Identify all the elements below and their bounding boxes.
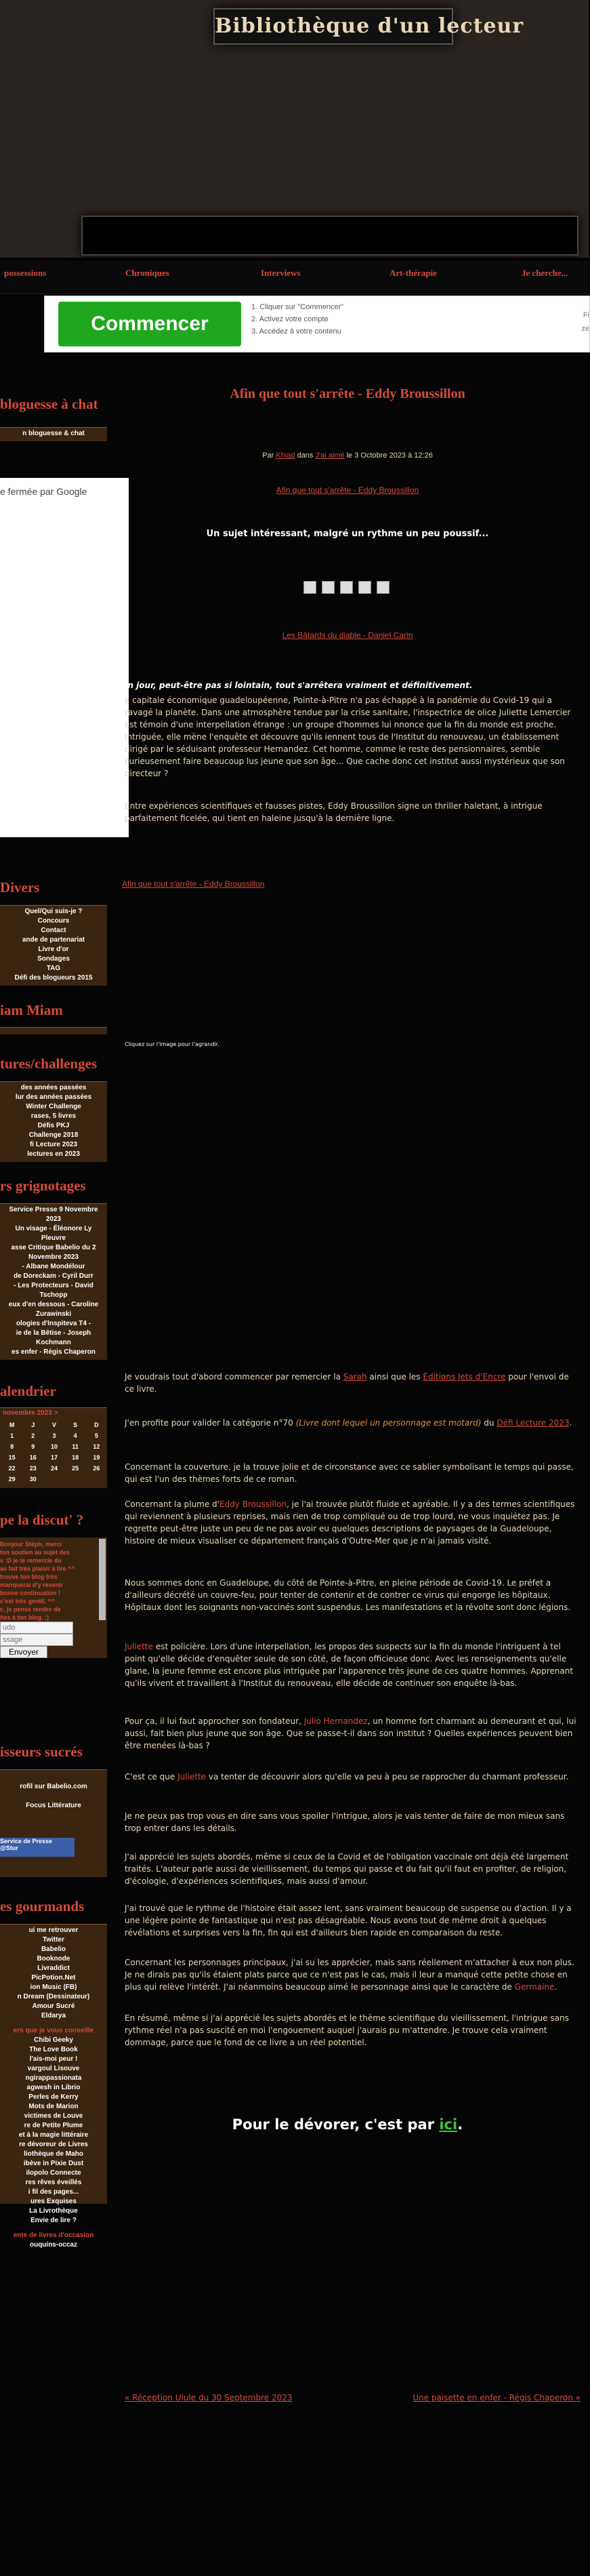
sidebar-link[interactable]: Quel/Qui suis-je ? (24, 908, 83, 915)
sidebar-link[interactable]: Livraddict (37, 1965, 70, 1972)
review-hernandez (125, 1715, 580, 1752)
calendar-day[interactable]: 15 (8, 1454, 16, 1461)
sidebar-link[interactable]: lur des années passées (15, 1093, 92, 1101)
calendar-day[interactable]: 30 (29, 1476, 37, 1483)
sidebar-link[interactable]: ibève in Pixie Dust (23, 2160, 84, 2167)
sidebar-link[interactable]: Envie de lire ? (30, 2217, 77, 2224)
sidebar-link[interactable]: i fil des pages... (28, 2188, 79, 2196)
calendar-day[interactable]: 5 (94, 1432, 98, 1439)
sidebar-sucres-title: isseurs sucrés (0, 1744, 83, 1760)
sidebar-grignotages-title: rs grignotages (0, 1178, 86, 1194)
calendar-day[interactable]: 18 (72, 1454, 79, 1461)
calendar-day (86, 1474, 107, 1485)
calendar-day (65, 1474, 86, 1485)
cover-enlarge-image[interactable]: Afin que tout s'arrête - Eddy Broussillon (122, 879, 265, 889)
calendar-day-header: D (94, 1422, 99, 1428)
text-span: va tenter de découvrir alors qu'elle va peu à peu se rapprocher du charmant professeur. (206, 1772, 569, 1782)
sidebar-gourmands-box (0, 1924, 107, 2249)
calendar-day[interactable]: 11 (72, 1443, 79, 1450)
review-themes: J'ai apprécié les sujets abordés, même si ceux de la Covid et de l'obligation vaccinale ont déjà été largement traités. L'auteur parle aussi de vieillissement, du temps qui passe et du fait qu'il faut en profiter, de religion, d'écologie, d'expériences scientifiques, mais aussi d'amour. (125, 1852, 569, 1886)
chat-send-button[interactable]: Envoyer (0, 1646, 47, 1658)
sidebar-link[interactable]: ures Exquises (30, 2198, 77, 2205)
calendar-widget (0, 1407, 107, 1488)
calendar-day-header: J (31, 1422, 35, 1428)
calendar-day-header: S (73, 1422, 78, 1428)
share-icon[interactable] (377, 581, 389, 594)
calendar-day[interactable]: 26 (93, 1465, 100, 1472)
review-characters (125, 1956, 580, 1993)
calendar-day[interactable]: 19 (93, 1454, 100, 1461)
sidebar-link[interactable]: liothèque de Maho (24, 2150, 83, 2158)
text-span: , un homme fort charmant au demeurant et qui, lui aussi, fait bien plus jeune que son âge. Que se passe-t-il dans son institut ? Quelles expériences peuvent bien être menées là-bas ? (125, 1716, 576, 1750)
press-service-badge-sub: @Stur (0, 1845, 18, 1851)
calendar-day[interactable]: 24 (50, 1465, 58, 1472)
chat-pseudo-input[interactable] (0, 1622, 73, 1634)
chat-line: c'est très gentil, ^^ (0, 1598, 56, 1605)
chat-line: Bonjour Stéph, merci (0, 1541, 62, 1548)
buy-link[interactable]: ici (439, 2116, 458, 2133)
sidebar-link[interactable]: re de Petite Plume (24, 2122, 83, 2129)
buy-call-to-action (114, 2116, 581, 2133)
nav-item-possessions[interactable]: possessions (4, 268, 47, 278)
calendar-day[interactable]: 25 (72, 1465, 79, 1472)
calendar-day[interactable]: 10 (50, 1443, 58, 1450)
sidebar-link[interactable]: Livre d'or (38, 946, 69, 953)
sidebar-link[interactable]: Défi des blogueurs 2015 (14, 974, 93, 982)
chat-line: bonne continuation ! (0, 1590, 60, 1596)
review-rhythm: J'ai trouvé que le rythme de l'histoire était assez lent, sans vraiment beaucoup de suspense ou d'action. Il y a une légère pointe de fantastique qui n'est pas désagréable. Nous avons tout de même droit à quelques révélations et surprises vers la fin, fin qui est d'ailleurs bien rapide en comparaison du reste. (125, 1904, 572, 1937)
sidebar-link[interactable]: es enfer - Régis Chaperon (12, 1348, 96, 1356)
text-span: C'est ce que (125, 1772, 178, 1782)
chat-line: s :D je te remercie du (0, 1557, 62, 1564)
calendar-day[interactable]: 4 (73, 1432, 77, 1439)
sidebar-link[interactable]: ion Music (FB) (30, 1984, 77, 1991)
calendar-day[interactable]: 17 (50, 1454, 58, 1461)
ad-commencer-button[interactable]: Commencer (58, 302, 241, 346)
post-intro: Un sujet intéressant, malgré un rythme un peu poussif... (206, 529, 489, 539)
sidebar-link[interactable]: l'ais-moi peur ! (29, 2055, 78, 2063)
text-span: . (554, 1982, 557, 1992)
site-header (0, 0, 589, 258)
text-span: Eddy Broussillon (219, 1500, 287, 1509)
chat-widget (0, 1537, 107, 1658)
text-span: Pour ça, il lui faut approcher son fondateur, (125, 1716, 304, 1726)
sidebar-link[interactable]: Chibi Geeky (34, 2036, 73, 2044)
post-meta-suffix: le 3 Octobre 2023 à 12:26 (344, 451, 433, 460)
sidebar-link[interactable]: La Livrothèque (29, 2207, 78, 2215)
sidebar-link[interactable]: Perles de Kerry (28, 2093, 79, 2101)
calendar-day (43, 1474, 64, 1485)
sidebar-link[interactable]: eux d'en dessous - Caroline (8, 1301, 99, 1308)
review-setting: Nous sommes donc en Guadeloupe, du côté de Pointe-à-Pitre, en pleine période de Covid-19. Le préfet a d'ailleurs décrété un couvre-feu, pour tenter de contenir et de contrer ce virus qui engorge les hôpitaux. Hôpitaux dont les soignants non-vaccinés sont suspendus. Les manifestations et la révolte sont donc légions. (125, 1578, 571, 1612)
sidebar-grignotages-box (0, 1203, 107, 1360)
calendar-day[interactable]: 22 (8, 1465, 16, 1472)
calendar-month: novembre 2023 (3, 1409, 52, 1417)
next-post-link[interactable]: Une paisette en enfer - Régis Chaperon » (413, 2393, 581, 2402)
text-span: est policière. Lors d'une interpellation, les propos des suspects sur la fin du monde l'intriguent à tel point qu'elle décide d'enquêter seule de son côté, de façon officieuse donc. Avec les renseignements qu'elle glane, la jeune femme est encore plus intriguée par l'apparence très jeune de ces quatre hommes. Apprenant qu'ils vivent et travaillent à l'Institut du renouveau, elle décide de continuer son enquête là-bas. (125, 1642, 574, 1688)
review-summary: En résumé, même si j'ai apprécié les sujets abordés et le thème scientifique du vieillissement, l'intrigue sans rythme réel n'a pas suscité en moi l'engouement auquel j'aurais pu m'attendre. Je trouve cela vraiment dommage, parce que le fond de ce livre a un réel potentiel. (125, 2013, 569, 2047)
sidebar-link[interactable]: lectures en 2023 (27, 1150, 80, 1158)
sidebar-dispute-title: pe la discut' ? (0, 1512, 84, 1528)
ad-banner[interactable] (44, 296, 590, 353)
sidebar-link[interactable]: Focus Littérature (26, 1802, 81, 1809)
sarah-link[interactable]: Sarah (343, 1372, 367, 1382)
sidebar-link: ente de livres d'occasion (13, 2232, 94, 2239)
sidebar-chat-subtitle: n bloguesse & chat (22, 430, 85, 437)
post-meta-prefix: Par (262, 451, 276, 460)
sidebar-link[interactable]: fi Lecture 2023 (29, 1141, 78, 1148)
sidebar-link[interactable]: rases, 5 livres (30, 1112, 77, 1120)
chat-line: as fait très plaisir à lire ^^ (0, 1565, 75, 1572)
calendar-day[interactable]: 8 (10, 1443, 14, 1450)
sidebar-calendar-title: alendrier (0, 1383, 56, 1399)
post-title[interactable]: Afin que tout s'arrête - Eddy Broussillon (230, 386, 465, 401)
sidebar-link[interactable]: vargoul Lisouve (27, 2065, 80, 2072)
calendar-day[interactable]: 9 (31, 1443, 35, 1450)
sidebar-link[interactable]: 2023 (45, 1215, 62, 1223)
chat-line: manquerai d'y revenir (0, 1582, 64, 1588)
sidebar-link[interactable]: - Les Protecteurs - David (14, 1282, 93, 1289)
sidebar-link[interactable]: Service Presse 9 Novembre (9, 1206, 98, 1213)
ad-side-text-2: ze (581, 325, 589, 333)
review-juliette (125, 1641, 580, 1689)
post-category-link[interactable]: J'ai aimé (315, 451, 345, 460)
sidebar-link[interactable]: Mots de Marion (28, 2103, 79, 2110)
review-cover: Concernant la couverture, je la trouve jolie et de circonstance avec ce sablier symbolisant le temps qui passe, qui est l'un des thèmes forts de ce roman. (125, 1462, 574, 1484)
sidebar-miam-box (0, 1027, 107, 1034)
text-span: . (569, 1418, 572, 1428)
sidebar-link[interactable]: Tschopp (39, 1291, 68, 1299)
sidebar-link[interactable]: Challenge 2018 (28, 1131, 79, 1139)
sidebar-link[interactable]: ngirappassionata (25, 2074, 82, 2082)
sidebar-link[interactable]: re dévoreur de Livres (19, 2141, 88, 2148)
nav-item-art-therapie[interactable]: Art-thérapie (389, 268, 438, 278)
defi-lecture-link[interactable]: Défi Lecture 2023 (497, 1418, 570, 1428)
sidebar-link[interactable]: Contact (41, 927, 66, 934)
calendar-day[interactable]: 16 (29, 1454, 37, 1461)
sidebar-sucres-box (0, 1769, 107, 1877)
text-span: (Livre dont lequel un personnage est motard) (295, 1418, 482, 1428)
text-span: J'en profite pour valider la catégorie n°70 (125, 1418, 296, 1428)
chat-line: ton soutien au sujet des (0, 1549, 70, 1556)
sidebar-link[interactable]: Twitter (42, 1936, 65, 1944)
text-span: Juliette (177, 1772, 207, 1782)
sidebar-link[interactable]: PicPotion.Net (31, 1974, 76, 1981)
ad-step-1: 1. Cliquer sur "Commencer" (251, 303, 344, 311)
calendar-day[interactable]: 3 (52, 1432, 56, 1439)
review-style (125, 1498, 580, 1547)
sidebar-link[interactable]: ologies d'Inspiteva T4 - (16, 1320, 91, 1327)
summary-paragraph-2: Entre expériences scientifiques et fausses pistes, Eddy Broussillon signe un thriller haletant, à intrigue parfaitement ficelée, qui tient en haleine jusqu'à la dernière ligne. (125, 801, 543, 823)
share-icon[interactable] (303, 581, 316, 594)
post-meta (114, 451, 581, 460)
sidebar-divers-title: Divers (0, 879, 40, 895)
text-span: Pour le dévorer, c'est par (232, 2116, 440, 2133)
sidebar-lectures-box (0, 1081, 107, 1162)
text-span: Germaine (514, 1982, 555, 1992)
sidebar-link[interactable]: Kochmann (36, 1339, 71, 1346)
text-span: , je l'ai trouvée plutôt fluide et agréable. Il y a des termes scientifiques qui reviennent à plusieurs reprises, mais rien de trop compliqué ou de trop lourd, ne vous inquiétez pas. Je regrette peut-être juste un peu de ne pas avoir eu quelques descriptions de paysages de la Guadeloupe, histoire de mieux visualiser ce département français d'Outre-Mer que je n'ai jamais visité. (125, 1500, 575, 1546)
review-thanks (125, 1371, 580, 1395)
share-icons (303, 581, 439, 593)
sidebar-link[interactable]: Winter Challenge (26, 1103, 81, 1110)
text-span: Je voudrais tout d'abord commencer par remercier la (125, 1372, 343, 1382)
ad-step-3: 3. Accédez à votre contenu (251, 327, 341, 336)
sidebar-link[interactable]: Sondages (37, 955, 70, 963)
sidebar-link[interactable]: TAG (46, 965, 61, 972)
sidebar-link[interactable]: Défis PKJ (37, 1122, 70, 1129)
press-service-badge-title: Service de Presse (0, 1838, 53, 1845)
text-span: Concernant les personnages principaux, j'ai su les apprécier, mais sans réellement m'attacher à eux non plus. Je ne dirais pas qu'ils étaient plats parce que ce n'est pas le cas, mais il leur a manqué cette petite chose en plus qui relève l'intérêt. J'ai néanmoins beaucoup aimé le personnage ainsi que le caractère de (125, 1958, 574, 1992)
summary-paragraph: a capitale économique guadeloupéenne, Pointe-à-Pitre n'a pas échappé à la pandémie du Covid-19 qui a ravagé la planète. Dans une atmosphère tendue par la crise sanitaire, l'inspectrice de olice Juliette Lemercier est témoin d'une interpellation étrange : un groupe d'hommes lui nnonce que la fin du monde est proche. Intriguée, elle mène l'enquête et découvre qu'ils iennent tous de l'Institut du renouveau, un établissement dirigé par le séduisant professeur Hernandez. Cet homme, comme le reste des pensionnaires, semble curieusement faire beaucoup lus jeune que son âge... Que cache donc cet institut aussi mystérieux que son directeur ? (125, 696, 571, 778)
post-cover-image[interactable]: Afin que tout s'arrête - Eddy Broussillon (276, 485, 419, 495)
sidebar-link[interactable]: ouquins-occaz (29, 2241, 77, 2249)
sidebar-divers-box (0, 905, 107, 986)
sidebar-link[interactable]: Novembre 2023 (28, 1253, 79, 1261)
review-plot (125, 1771, 580, 1783)
sidebar-link[interactable]: Zurawinski (35, 1310, 72, 1318)
calendar-day-header: M (9, 1422, 15, 1428)
calendar-day-header: V (51, 1422, 56, 1428)
sidebar-link[interactable]: ilopolo Connecte (26, 2169, 81, 2177)
sidebar-gourmands-title: es gourmands (0, 1898, 85, 1914)
post-meta-middle: dans (295, 451, 316, 460)
chat-line: ites à ton blog. :) (0, 1614, 49, 1621)
sidebar-link[interactable]: Babelio (41, 1946, 66, 1953)
chat-line: trouve ton blog très (0, 1573, 58, 1580)
sidebar-link[interactable]: des années passées (20, 1084, 87, 1091)
sidebar-link[interactable]: ande de partenariat (22, 936, 85, 944)
sidebar-link[interactable]: - Albane Mondélour (22, 1263, 85, 1270)
sidebar-chat-title: bloguesse à chat (0, 396, 98, 412)
google-chat-closed-text: e fermée par Google (0, 486, 87, 497)
sidebar-link[interactable]: Pleuvre (41, 1234, 66, 1242)
text-span: Julio Hernandez (303, 1716, 368, 1726)
publisher-link[interactable]: Éditions Jets d'Encre (423, 1372, 506, 1382)
nav-item-interviews[interactable]: Interviews (261, 268, 301, 278)
press-service-badge[interactable] (0, 1838, 75, 1857)
sidebar-link[interactable]: ui me retrouver (28, 1927, 79, 1934)
share-icon[interactable] (322, 581, 335, 594)
related-book-image[interactable]: Les Bâtards du diable - Daniel Carin (282, 630, 413, 640)
sidebar-link[interactable]: et à la magie littéraire (18, 2131, 89, 2139)
chat-scrollbar[interactable] (99, 1539, 106, 1620)
text-span: pour l'envoi de ce livre. (125, 1372, 569, 1394)
share-icon[interactable] (340, 581, 353, 594)
cover-caption: Cliquez sur l'image pour l'agrandir. (125, 1041, 219, 1047)
calendar-day[interactable]: 12 (93, 1443, 100, 1450)
ad-side-text: Fi (583, 311, 589, 319)
main-nav (0, 261, 589, 294)
sidebar-link[interactable]: rofil sur Babelio.com (20, 1783, 87, 1790)
nav-item-je-cherche[interactable]: Je cherche... (522, 268, 568, 278)
text-span: Juliette (125, 1642, 153, 1651)
calendar-day[interactable]: 1 (10, 1432, 14, 1439)
sidebar-link[interactable]: agwesh in Librio (26, 2084, 81, 2091)
share-icon[interactable] (358, 581, 371, 594)
sidebar-miam-title: iam Miam (0, 1002, 63, 1018)
site-title[interactable]: Bibliothèque d'un lecteur (213, 8, 453, 45)
sidebar-link[interactable]: The Love Book (29, 2046, 78, 2053)
calendar-day[interactable]: 23 (29, 1465, 37, 1472)
calendar-day[interactable]: 29 (8, 1476, 16, 1483)
sidebar-link[interactable]: res rêves éveillés (25, 2179, 82, 2186)
sidebar-link[interactable]: asse Critique Babelio du 2 (11, 1244, 96, 1251)
post-author-link[interactable]: Khiad (276, 451, 295, 460)
sidebar-link[interactable]: ie de la Bêtise - Joseph (16, 1329, 91, 1337)
chat-messages (0, 1540, 98, 1619)
sidebar-link[interactable]: Un visage - Éléonore Ly (15, 1225, 92, 1232)
sidebar-link[interactable]: Amour Sucré (32, 2003, 75, 2010)
sidebar-link[interactable]: victimes de Louve (24, 2112, 83, 2120)
sidebar-link[interactable]: Booknode (37, 1955, 70, 1963)
review-challenge (125, 1417, 580, 1429)
text-span: . (457, 2116, 463, 2133)
summary-tagline: In jour, peut-être pas si lointain, tout s'arrêtera vraiment et définitivement. (125, 681, 473, 690)
chat-line: c, je pense rendre de (0, 1606, 61, 1613)
text-span: du (481, 1418, 497, 1428)
sidebar-chat-box (0, 427, 107, 441)
chat-message-input[interactable] (0, 1634, 73, 1646)
sidebar-lectures-title: tures/challenges (0, 1055, 98, 1072)
sidebar-link[interactable]: de Doreckam - Cyril Durr (14, 1272, 93, 1280)
sidebar-link: ers que je vous conseille (13, 2027, 94, 2034)
sidebar-link[interactable]: n Dream (Dessinateur) (17, 1993, 90, 2000)
nav-item-chroniques[interactable]: Chroniques (125, 268, 169, 278)
sidebar-link[interactable]: Concours (37, 917, 70, 925)
calendar-next-button[interactable]: > (54, 1409, 58, 1417)
previous-post-link[interactable]: « Réception Ulule du 30 Septembre 2023 (125, 2393, 293, 2402)
header-banner (81, 216, 578, 256)
google-chat-panel[interactable] (0, 478, 129, 837)
calendar-day[interactable]: 2 (31, 1432, 35, 1439)
ad-step-2: 2. Activez votre compte (251, 315, 329, 323)
sidebar-link[interactable]: Eldarya (41, 2012, 66, 2019)
text-span: Concernant la plume d' (125, 1500, 219, 1509)
calendar-table (1, 1420, 107, 1485)
text-span: ainsi que les (366, 1372, 423, 1382)
review-no-spoiler: Je ne peux pas trop vous en dire sans vous spoiler l'intrigue, alors je vais tenter de faire de mon mieux sans trop entrer dans les détails. (125, 1811, 565, 1833)
